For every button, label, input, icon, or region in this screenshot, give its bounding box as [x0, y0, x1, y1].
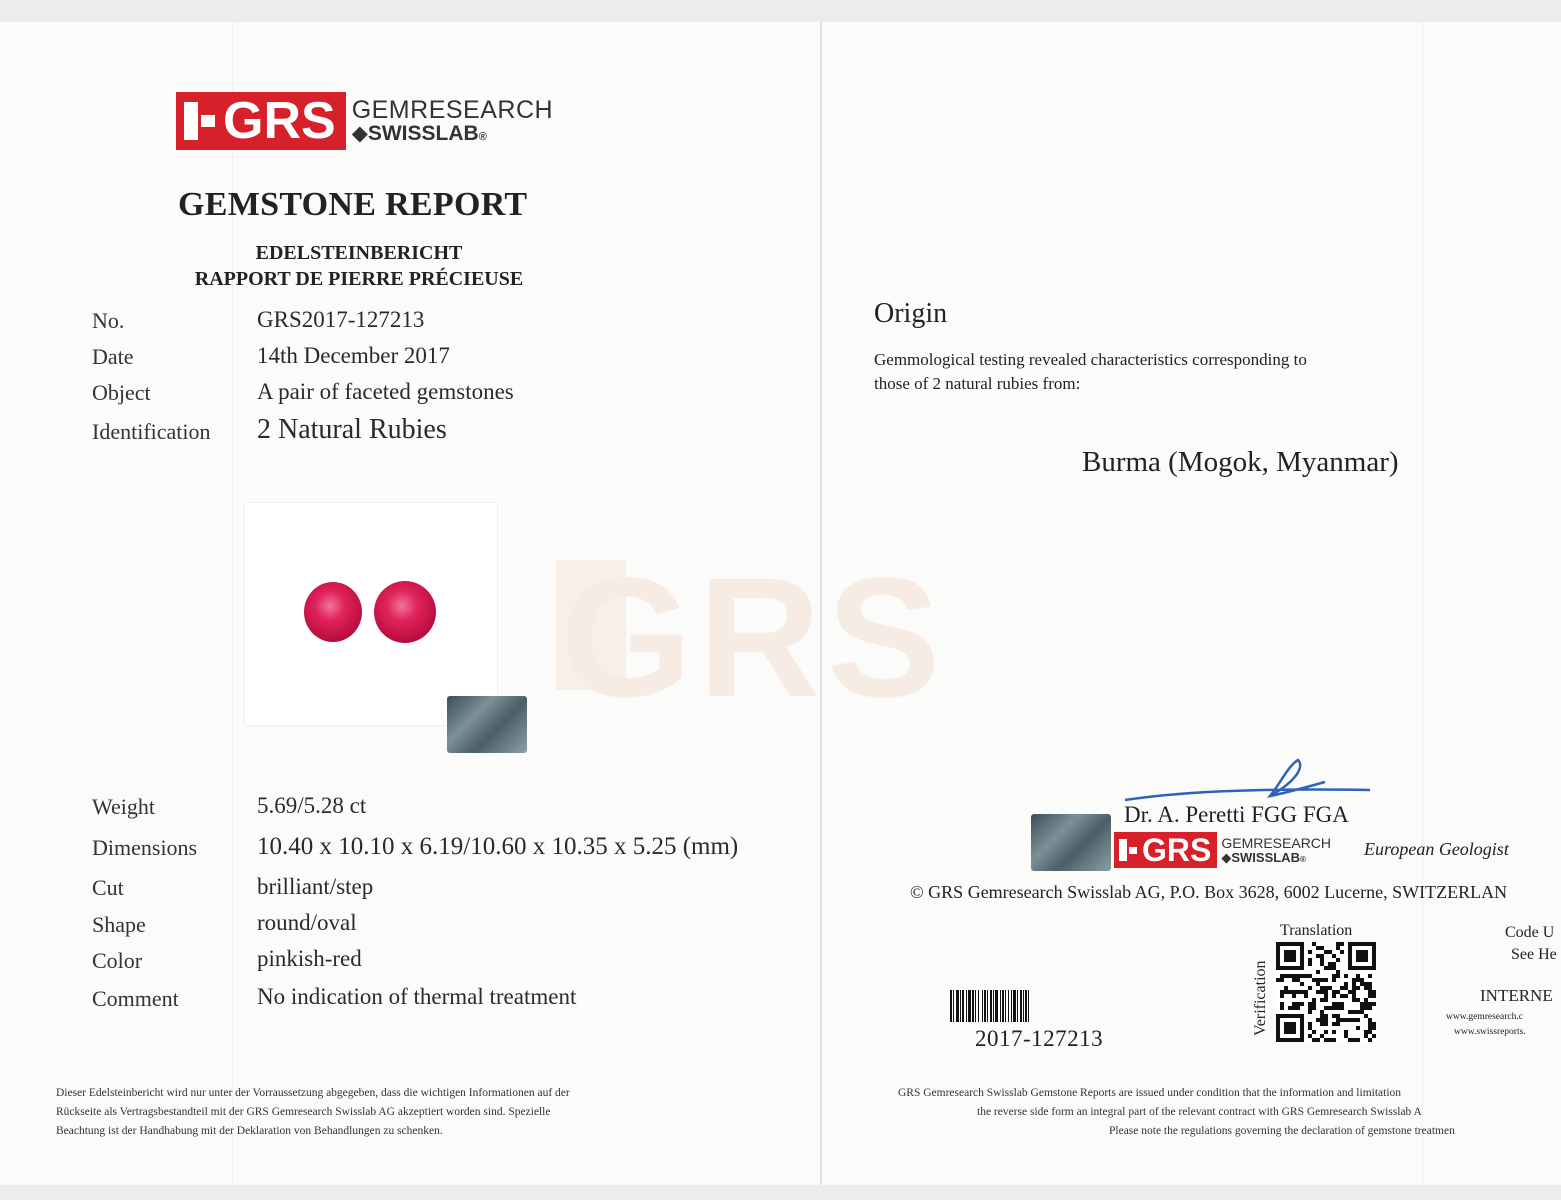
- signature-title: European Geologist: [1364, 839, 1509, 859]
- field-label-number: No.: [92, 308, 125, 333]
- field-value-date: 14th December 2017: [257, 343, 450, 368]
- qr-module: [1312, 1006, 1316, 1010]
- qr-module: [1332, 978, 1336, 982]
- qr-module: [1336, 1022, 1340, 1026]
- qr-module: [1308, 958, 1312, 962]
- qr-module: [1292, 1006, 1296, 1010]
- qr-module: [1284, 986, 1288, 990]
- qr-module: [1364, 998, 1368, 1002]
- origin-description: [874, 348, 1307, 396]
- qr-module: [1340, 1006, 1344, 1010]
- qr-module: [1280, 978, 1284, 982]
- code-info: [1505, 922, 1557, 966]
- field-value-weight: 5.69/5.28 ct: [257, 793, 367, 818]
- qr-module: [1340, 994, 1344, 998]
- logo-line-2-wrap: [352, 123, 553, 145]
- qr-module: [1340, 942, 1344, 946]
- qr-module: [1296, 990, 1300, 994]
- disclaimer-line: Rückseite als Vertragsbestandteil mit der GRS Gemresearch Swisslab AG akzeptiert worden sind. Spezielle: [56, 1106, 551, 1118]
- qr-module: [1304, 994, 1308, 998]
- qr-module: [1316, 970, 1320, 974]
- fold-line-right: [1422, 22, 1423, 1185]
- qr-module: [1328, 950, 1332, 954]
- subtitle-french: RAPPORT DE PIERRE PRÉCIEUSE: [194, 268, 524, 290]
- qr-module: [1344, 982, 1348, 986]
- qr-module: [1316, 982, 1320, 986]
- field-label-comment: Comment: [92, 986, 179, 1011]
- qr-module: [1316, 1038, 1320, 1042]
- qr-module: [1348, 1018, 1352, 1022]
- qr-side-label: Verification: [1252, 960, 1269, 1036]
- qr-module: [1368, 1018, 1372, 1022]
- qr-finder: [1356, 950, 1368, 962]
- disclaimer-line: GRS Gemresearch Swisslab Gemstone Reports are issued under condition that the information and limitation: [898, 1087, 1402, 1099]
- qr-module: [1324, 966, 1328, 970]
- qr-module: [1320, 990, 1324, 994]
- qr-module: [1336, 990, 1340, 994]
- grs-logo-mark: [176, 92, 346, 150]
- origin-line-2: those of 2 natural rubies from:: [874, 374, 1081, 393]
- qr-module: [1320, 1014, 1324, 1018]
- qr-module: [1356, 978, 1360, 982]
- qr-module: [1300, 974, 1304, 978]
- field-label-identification: Identification: [92, 419, 211, 444]
- qr-module: [1356, 1010, 1360, 1014]
- qr-module: [1348, 1038, 1352, 1042]
- qr-module: [1340, 1018, 1344, 1022]
- qr-module: [1280, 994, 1284, 998]
- qr-module: [1340, 1002, 1344, 1006]
- disclaimer-line: Beachtung ist der Handhabung mit der Deklaration von Behandlungen zu schenken.: [56, 1125, 443, 1137]
- qr-module: [1312, 942, 1316, 946]
- qr-module: [1356, 1038, 1360, 1042]
- qr-module: [1324, 986, 1328, 990]
- qr-module: [1316, 954, 1320, 958]
- qr-module: [1304, 974, 1308, 978]
- qr-module: [1300, 990, 1304, 994]
- qr-module: [1368, 1038, 1372, 1042]
- qr-finder: [1284, 1022, 1296, 1034]
- qr-module: [1320, 1018, 1324, 1022]
- qr-module: [1356, 1026, 1360, 1030]
- ruby-round-image: [304, 582, 362, 642]
- qr-module: [1336, 974, 1340, 978]
- qr-module: [1364, 1006, 1368, 1010]
- gemstone-photo: [244, 502, 498, 726]
- qr-module: [1344, 1030, 1348, 1034]
- qr-module: [1292, 974, 1296, 978]
- qr-module: [1288, 1006, 1292, 1010]
- ruby-oval-image: [374, 581, 436, 643]
- qr-module: [1324, 1018, 1328, 1022]
- qr-module: [1292, 994, 1296, 998]
- qr-module: [1280, 990, 1284, 994]
- qr-module: [1332, 1038, 1336, 1042]
- qr-code[interactable]: [1276, 942, 1376, 1042]
- qr-module: [1364, 1034, 1368, 1038]
- logo-line-2: SWISSLAB: [367, 122, 479, 146]
- qr-module: [1308, 986, 1312, 990]
- qr-module: [1344, 994, 1348, 998]
- qr-module: [1292, 1002, 1296, 1006]
- qr-module: [1368, 974, 1372, 978]
- qr-module: [1328, 1038, 1332, 1042]
- qr-module: [1344, 986, 1348, 990]
- qr-module: [1324, 1030, 1328, 1034]
- field-value-object: A pair of faceted gemstones: [257, 379, 514, 404]
- qr-module: [1336, 958, 1340, 962]
- qr-module: [1368, 1006, 1372, 1010]
- signature-scribble: [1120, 752, 1370, 807]
- qr-module: [1320, 998, 1324, 1002]
- qr-module: [1308, 1010, 1312, 1014]
- qr-module: [1308, 1002, 1312, 1006]
- qr-module: [1316, 946, 1320, 950]
- qr-module: [1312, 978, 1316, 982]
- qr-module: [1332, 966, 1336, 970]
- barcode: [950, 990, 1130, 1022]
- qr-module: [1336, 1018, 1340, 1022]
- qr-module: [1332, 1014, 1336, 1018]
- registered-mark: ®: [478, 131, 487, 144]
- logo-small-text: GRS: [1142, 831, 1212, 868]
- qr-module: [1324, 994, 1328, 998]
- url-swissreports[interactable]: www.swissreports.: [1454, 1027, 1526, 1037]
- qr-top-label: Translation: [1280, 922, 1353, 939]
- qr-module: [1324, 1006, 1328, 1010]
- qr-module: [1324, 1022, 1328, 1026]
- qr-module: [1360, 1010, 1364, 1014]
- qr-module: [1364, 986, 1368, 990]
- qr-module: [1352, 990, 1356, 994]
- qr-module: [1372, 1002, 1376, 1006]
- qr-module: [1328, 966, 1332, 970]
- qr-module: [1312, 1038, 1316, 1042]
- logo-small-wordmark: [1221, 836, 1331, 864]
- qr-module: [1352, 986, 1356, 990]
- qr-module: [1328, 986, 1332, 990]
- qr-module: [1328, 1006, 1332, 1010]
- field-label-cut: Cut: [92, 875, 124, 900]
- qr-module: [1372, 1022, 1376, 1026]
- qr-module: [1364, 1030, 1368, 1034]
- qr-module: [1360, 1002, 1364, 1006]
- qr-module: [1324, 1014, 1328, 1018]
- qr-module: [1312, 1030, 1316, 1034]
- qr-module: [1368, 1002, 1372, 1006]
- signature-name: Dr. A. Peretti FGG FGA: [1124, 802, 1349, 827]
- qr-module: [1296, 978, 1300, 982]
- qr-module: [1288, 974, 1292, 978]
- qr-module: [1320, 946, 1324, 950]
- qr-module: [1284, 974, 1288, 978]
- qr-module: [1352, 1018, 1356, 1022]
- qr-module: [1332, 954, 1336, 958]
- qr-module: [1308, 1006, 1312, 1010]
- field-value-color: pinkish-red: [257, 946, 362, 971]
- qr-module: [1308, 1034, 1312, 1038]
- barcode-number: 2017-127213: [975, 1026, 1104, 1051]
- qr-module: [1300, 1002, 1304, 1006]
- qr-module: [1324, 998, 1328, 1002]
- qr-module: [1360, 1006, 1364, 1010]
- internet-urls: [1446, 1010, 1526, 1040]
- qr-module: [1336, 1014, 1340, 1018]
- qr-module: [1320, 986, 1324, 990]
- qr-module: [1324, 1038, 1328, 1042]
- qr-module: [1368, 994, 1372, 998]
- qr-module: [1332, 1002, 1336, 1006]
- qr-module: [1332, 974, 1336, 978]
- qr-module: [1332, 1022, 1336, 1026]
- qr-module: [1372, 1026, 1376, 1030]
- grs-logo-small-mark: [1114, 832, 1217, 868]
- qr-module: [1280, 1002, 1284, 1006]
- qr-module: [1332, 1030, 1336, 1034]
- qr-module: [1276, 978, 1280, 982]
- qr-module: [1344, 1018, 1348, 1022]
- disclaimer-line: the reverse side form an integral part of the relevant contract with GRS Gemresearch Swisslab A: [977, 1106, 1422, 1118]
- qr-module: [1368, 1022, 1372, 1026]
- origin-heading: Origin: [874, 298, 948, 329]
- qr-module: [1332, 994, 1336, 998]
- qr-module: [1308, 950, 1312, 954]
- qr-module: [1328, 962, 1332, 966]
- field-value-shape: round/oval: [257, 910, 357, 935]
- logo-bar-icon: [1129, 847, 1137, 854]
- qr-module: [1320, 1022, 1324, 1026]
- disclaimer-line: Please note the regulations governing the declaration of gemstone treatmen: [1109, 1125, 1455, 1137]
- qr-module: [1320, 978, 1324, 982]
- field-value-number: GRS2017-127213: [257, 307, 425, 332]
- code-line-2: See He: [1511, 946, 1557, 963]
- qr-module: [1312, 1002, 1316, 1006]
- qr-module: [1352, 998, 1356, 1002]
- qr-module: [1372, 990, 1376, 994]
- qr-module: [1340, 950, 1344, 954]
- qr-module: [1340, 986, 1344, 990]
- disclaimer-german: [56, 1084, 756, 1141]
- registered-mark: ®: [1299, 854, 1306, 864]
- qr-module: [1352, 1010, 1356, 1014]
- company-address: © GRS Gemresearch Swisslab AG, P.O. Box 3628, 6002 Lucerne, SWITZERLAN: [910, 882, 1508, 902]
- field-label-color: Color: [92, 948, 143, 973]
- qr-module: [1356, 974, 1360, 978]
- qr-module: [1280, 974, 1284, 978]
- qr-module: [1356, 986, 1360, 990]
- field-label-weight: Weight: [92, 794, 155, 819]
- qr-module: [1348, 990, 1352, 994]
- report-title: GEMSTONE REPORT: [178, 186, 528, 223]
- field-label-object: Object: [92, 380, 151, 405]
- qr-module: [1320, 962, 1324, 966]
- grs-logo: [176, 92, 553, 150]
- qr-module: [1360, 982, 1364, 986]
- qr-module: [1320, 1034, 1324, 1038]
- disclaimer-line: Dieser Edelsteinbericht wird nur unter der Vorraussetzung abgegeben, dass die wichtigen Informationen auf der: [56, 1087, 570, 1099]
- qr-module: [1368, 986, 1372, 990]
- qr-module: [1304, 990, 1308, 994]
- qr-module: [1368, 1026, 1372, 1030]
- qr-module: [1364, 982, 1368, 986]
- qr-finder: [1284, 950, 1296, 962]
- qr-module: [1336, 942, 1340, 946]
- internet-label: INTERNE: [1480, 986, 1553, 1005]
- qr-module: [1360, 978, 1364, 982]
- qr-module: [1316, 1018, 1320, 1022]
- qr-module: [1348, 1010, 1352, 1014]
- watermark-logo: GRS: [560, 543, 947, 733]
- qr-module: [1332, 962, 1336, 966]
- qr-module: [1344, 974, 1348, 978]
- qr-module: [1320, 954, 1324, 958]
- qr-module: [1332, 1006, 1336, 1010]
- qr-module: [1356, 998, 1360, 1002]
- qr-module: [1300, 982, 1304, 986]
- hologram-sticker-2: [1031, 814, 1111, 871]
- qr-module: [1324, 990, 1328, 994]
- report-subtitle: [178, 240, 540, 292]
- qr-module: [1352, 982, 1356, 986]
- qr-module: [1332, 990, 1336, 994]
- logo-small-line-1: GEMRESEARCH: [1221, 834, 1332, 851]
- qr-module: [1336, 970, 1340, 974]
- qr-module: [1296, 1002, 1300, 1006]
- qr-module: [1352, 978, 1356, 982]
- logo-small-line-2-wrap: [1221, 851, 1331, 865]
- qr-module: [1344, 1034, 1348, 1038]
- qr-module: [1320, 958, 1324, 962]
- qr-module: [1296, 974, 1300, 978]
- qr-module: [1296, 1006, 1300, 1010]
- field-label-dimensions: Dimensions: [92, 835, 198, 860]
- logo-small-line-2: SWISSLAB: [1231, 849, 1300, 865]
- logo-wordmark: [352, 97, 553, 145]
- qr-module: [1356, 1018, 1360, 1022]
- field-value-dimensions: 10.40 x 10.10 x 6.19/10.60 x 10.35 x 5.25 (mm): [257, 833, 739, 860]
- qr-module: [1336, 1006, 1340, 1010]
- field-label-date: Date: [92, 344, 134, 369]
- qr-module: [1352, 1038, 1356, 1042]
- qr-module: [1284, 990, 1288, 994]
- qr-module: [1336, 946, 1340, 950]
- qr-module: [1372, 1034, 1376, 1038]
- qr-module: [1312, 998, 1316, 1002]
- qr-module: [1324, 978, 1328, 982]
- code-line-1: Code U: [1505, 924, 1555, 941]
- qr-module: [1368, 1030, 1372, 1034]
- origin-location: Burma (Mogok, Myanmar): [1082, 446, 1399, 478]
- logo-bar-icon: [1119, 839, 1127, 861]
- qr-module: [1280, 1006, 1284, 1010]
- qr-module: [1308, 962, 1312, 966]
- qr-module: [1368, 982, 1372, 986]
- qr-module: [1316, 990, 1320, 994]
- qr-module: [1316, 978, 1320, 982]
- qr-module: [1308, 1022, 1312, 1026]
- field-value-comment: No indication of thermal treatment: [257, 984, 577, 1009]
- logo-bar-icon: [201, 115, 215, 127]
- qr-module: [1292, 990, 1296, 994]
- diamond-icon: ◆: [351, 122, 368, 146]
- barcode-bar: [1029, 990, 1032, 1022]
- qr-module: [1368, 990, 1372, 994]
- field-label-shape: Shape: [92, 912, 146, 937]
- qr-module: [1364, 1014, 1368, 1018]
- grs-logo-small: [1114, 832, 1331, 868]
- logo-text: GRS: [223, 92, 336, 150]
- qr-module: [1352, 994, 1356, 998]
- url-gemresearch[interactable]: www.gemresearch.c: [1446, 1012, 1523, 1022]
- logo-bar-icon: [184, 102, 198, 140]
- qr-module: [1308, 974, 1312, 978]
- diamond-icon: ◆: [1221, 849, 1232, 865]
- qr-module: [1292, 978, 1296, 982]
- hologram-sticker: [447, 696, 527, 753]
- qr-module: [1308, 1026, 1312, 1030]
- origin-line-1: Gemmological testing revealed characteristics corresponding to: [874, 350, 1307, 369]
- qr-module: [1336, 1002, 1340, 1006]
- qr-module: [1372, 994, 1376, 998]
- logo-line-1: GEMRESEARCH: [351, 95, 554, 124]
- field-value-cut: brilliant/step: [257, 874, 374, 899]
- qr-module: [1324, 950, 1328, 954]
- qr-module: [1320, 1010, 1324, 1014]
- subtitle-german: EDELSTEINBERICHT: [255, 242, 463, 264]
- disclaimer-english: [898, 1084, 1561, 1141]
- qr-module: [1364, 1002, 1368, 1006]
- field-value-identification: 2 Natural Rubies: [257, 414, 447, 445]
- qr-module: [1288, 990, 1292, 994]
